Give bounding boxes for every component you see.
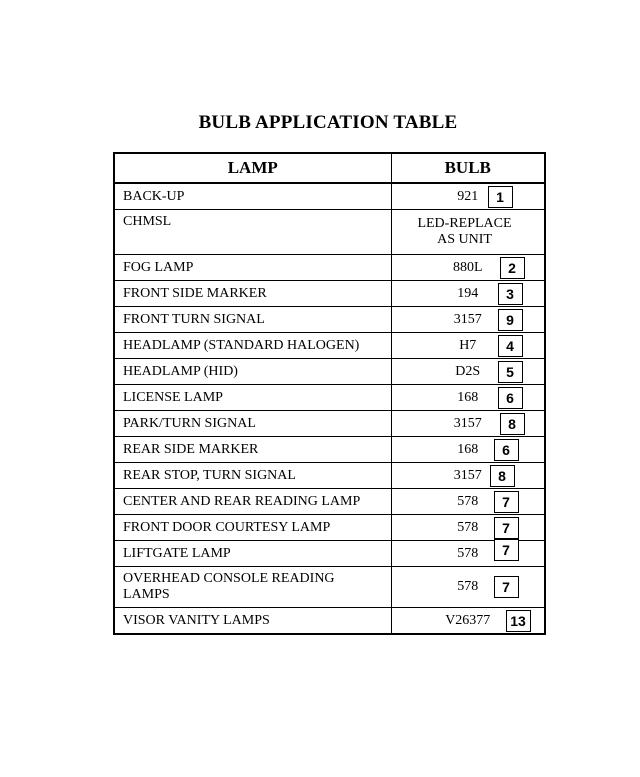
reference-number-box: 1	[488, 186, 513, 208]
table-row	[114, 255, 545, 281]
table-header-row	[114, 153, 545, 183]
bulb-value: 880L	[452, 259, 483, 275]
lamp-cell: HEADLAMP (HID)	[114, 359, 391, 385]
bulb-value-line: LED-REPLACE	[417, 216, 512, 231]
reference-number-box: 5	[498, 361, 523, 383]
table-row	[114, 281, 545, 307]
table-row	[114, 437, 545, 463]
reference-number-box: 8	[490, 465, 515, 487]
table-row	[114, 183, 545, 210]
bulb-value: 3157	[453, 467, 482, 483]
bulb-cell	[391, 307, 545, 333]
bulb-value: 3157	[453, 311, 482, 327]
lamp-cell: REAR SIDE MARKER	[114, 437, 391, 463]
reference-number-box: 7	[494, 539, 519, 561]
column-header-bulb: BULB	[391, 153, 545, 183]
bulb-cell	[391, 411, 545, 437]
bulb-value-line: AS UNIT	[437, 232, 492, 247]
lamp-cell: LICENSE LAMP	[114, 385, 391, 411]
bulb-cell	[391, 608, 545, 635]
bulb-cell	[391, 515, 545, 541]
bulb-application-table	[113, 152, 546, 635]
bulb-value: V26377	[445, 612, 491, 628]
table-row	[114, 411, 545, 437]
bulb-cell	[391, 437, 545, 463]
table-row	[114, 359, 545, 385]
bulb-cell	[391, 281, 545, 307]
lamp-cell: BACK-UP	[114, 183, 391, 210]
reference-number-box: 2	[500, 257, 525, 279]
table-row	[114, 567, 545, 608]
lamp-cell: LIFTGATE LAMP	[114, 541, 391, 567]
bulb-cell	[391, 210, 545, 255]
lamp-cell: PARK/TURN SIGNAL	[114, 411, 391, 437]
bulb-value: 578	[457, 519, 479, 535]
reference-number-box: 7	[494, 517, 519, 539]
table-row	[114, 385, 545, 411]
table-title: BULB APPLICATION TABLE	[198, 112, 458, 133]
bulb-value: 194	[457, 285, 479, 301]
table-row	[114, 541, 545, 567]
lamp-cell: FRONT SIDE MARKER	[114, 281, 391, 307]
lamp-cell: REAR STOP, TURN SIGNAL	[114, 463, 391, 489]
lamp-text-line: OVERHEAD CONSOLE READING	[123, 571, 335, 586]
column-header-lamp: LAMP	[114, 153, 391, 183]
bulb-cell	[391, 359, 545, 385]
bulb-value: D2S	[455, 363, 481, 379]
reference-number-box: 9	[498, 309, 523, 331]
bulb-cell	[391, 463, 545, 489]
table-row	[114, 608, 545, 635]
lamp-cell: FOG LAMP	[114, 255, 391, 281]
reference-number-box: 7	[494, 576, 519, 598]
bulb-cell	[391, 541, 545, 567]
bulb-cell	[391, 183, 545, 210]
bulb-cell	[391, 567, 545, 608]
bulb-value: 578	[457, 579, 479, 594]
bulb-cell	[391, 333, 545, 359]
bulb-cell	[391, 489, 545, 515]
reference-number-box: 6	[498, 387, 523, 409]
lamp-cell	[114, 567, 391, 608]
lamp-cell: VISOR VANITY LAMPS	[114, 608, 391, 635]
lamp-cell: FRONT TURN SIGNAL	[114, 307, 391, 333]
reference-number-box: 13	[506, 610, 531, 632]
lamp-cell: CENTER AND REAR READING LAMP	[114, 489, 391, 515]
bulb-value: 3157	[453, 415, 482, 431]
bulb-value: H7	[459, 337, 477, 353]
bulb-cell	[391, 385, 545, 411]
lamp-cell: FRONT DOOR COURTESY LAMP	[114, 515, 391, 541]
bulb-value: 168	[457, 441, 479, 457]
bulb-value: 921	[457, 188, 479, 204]
bulb-value: 168	[457, 389, 479, 405]
reference-number-box: 4	[498, 335, 523, 357]
table-row	[114, 489, 545, 515]
table-row	[114, 307, 545, 333]
table-row	[114, 463, 545, 489]
table-row	[114, 210, 545, 255]
lamp-cell: HEADLAMP (STANDARD HALOGEN)	[114, 333, 391, 359]
reference-number-box: 3	[498, 283, 523, 305]
reference-number-box: 8	[500, 413, 525, 435]
reference-number-box: 7	[494, 491, 519, 513]
bulb-value: 578	[457, 545, 479, 561]
lamp-text-line: LAMPS	[123, 587, 170, 602]
bulb-cell	[391, 255, 545, 281]
bulb-value: 578	[457, 493, 479, 509]
table-row	[114, 333, 545, 359]
reference-number-box: 6	[494, 439, 519, 461]
table-row	[114, 515, 545, 541]
lamp-cell: CHMSL	[114, 210, 391, 255]
